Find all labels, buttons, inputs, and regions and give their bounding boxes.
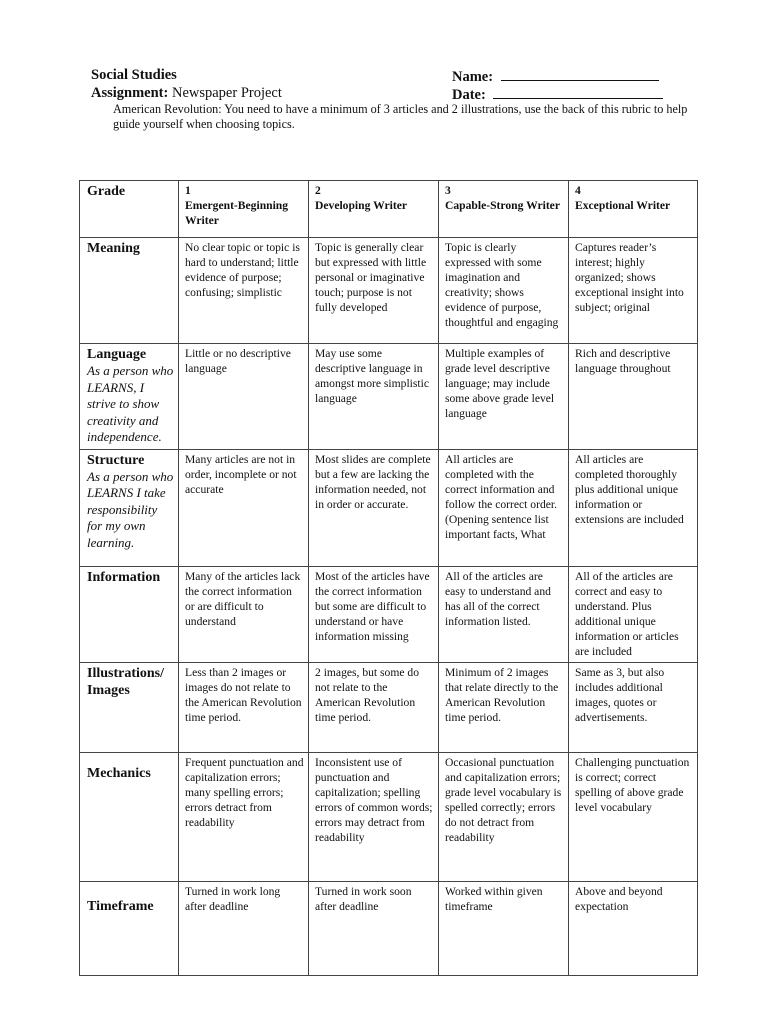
criteria-cell: Challenging punctuation is correct; correct spelling of above grade level vocabulary — [569, 752, 698, 881]
level-4-header — [569, 181, 698, 238]
category-cell — [80, 238, 179, 344]
criteria-cell: Many of the articles lack the correct information or are difficult to understand — [179, 566, 309, 662]
table-row-information — [80, 566, 698, 662]
table-row-meaning — [80, 238, 698, 344]
category-subtitle: As a person who LEARNS, I strive to show creativity and independence. — [87, 363, 174, 444]
criteria-cell: Multiple examples of grade level descriptive language; may include some above grade level language — [439, 344, 569, 450]
criteria-cell: 2 images, but some do not relate to the American Revolution time period. — [309, 662, 439, 752]
level-number: 3 — [445, 184, 451, 197]
criteria-cell: Little or no descriptive language — [179, 344, 309, 450]
rubric-table — [79, 180, 698, 976]
table-row-language — [80, 344, 698, 450]
date-line — [452, 84, 663, 104]
date-label: Date: — [452, 87, 486, 103]
level-number: 1 — [185, 184, 191, 197]
criteria-cell: All of the articles are easy to understand and has all of the correct information listed. — [439, 566, 569, 662]
criteria-cell: No clear topic or topic is hard to understand; little evidence of purpose; confusing; simplistic — [179, 238, 309, 344]
criteria-cell: Above and beyond expectation — [569, 881, 698, 975]
name-field[interactable] — [501, 66, 659, 81]
category-name: Information — [87, 569, 161, 585]
criteria-cell: Inconsistent use of punctuation and capitalization; spelling errors of common words; errors may detract from readability — [309, 752, 439, 881]
criteria-cell: Turned in work long after deadline — [179, 881, 309, 975]
criteria-cell: Topic is clearly expressed with some imagination and creativity; shows evidence of purpose, thoughtful and engaging — [439, 238, 569, 344]
table-row-illustrations — [80, 662, 698, 752]
table-header-row — [80, 181, 698, 238]
category-subtitle: As a person who LEARNS I take responsibility for my own learning. — [87, 468, 174, 550]
criteria-cell: All articles are completed thoroughly plus additional unique information or extensions are included — [569, 449, 698, 566]
criteria-cell: Turned in work soon after deadline — [309, 881, 439, 975]
criteria-cell: Occasional punctuation and capitalization errors; grade level vocabulary is spelled correctly; errors do not detract from readability — [439, 752, 569, 881]
criteria-cell: Worked within given timeframe — [439, 881, 569, 975]
criteria-cell: Same as 3, but also includes additional images, quotes or advertisements. — [569, 662, 698, 752]
criteria-cell: Many articles are not in order, incomplete or not accurate — [179, 449, 309, 566]
level-2-header — [309, 181, 439, 238]
level-title: Capable-Strong Writer — [445, 199, 560, 212]
criteria-cell: Captures reader’s interest; highly organized; shows exceptional insight into subject; original — [569, 238, 698, 344]
criteria-cell: May use some descriptive language in amongst more simplistic language — [309, 344, 439, 450]
level-title: Developing Writer — [315, 199, 407, 212]
level-number: 2 — [315, 184, 321, 197]
level-1-header — [179, 181, 309, 238]
category-name: Mechanics — [87, 765, 151, 781]
category-name: Structure — [87, 452, 145, 468]
table-row-structure — [80, 449, 698, 566]
level-number: 4 — [575, 184, 581, 197]
subject-label: Social Studies — [91, 67, 177, 83]
name-label: Name: — [452, 69, 494, 85]
grade-header-cell — [80, 181, 179, 238]
category-cell — [80, 449, 179, 566]
grade-label: Grade — [87, 184, 126, 199]
category-cell — [80, 662, 179, 752]
criteria-cell: Minimum of 2 images that relate directly to the American Revolution time period. — [439, 662, 569, 752]
category-name: Illustrations/ Images — [87, 665, 165, 698]
table-row-mechanics — [80, 752, 698, 881]
subject-heading — [91, 66, 177, 84]
criteria-cell: Most slides are complete but a few are lacking the information needed, not in order or accurate. — [309, 449, 439, 566]
date-field[interactable] — [493, 84, 663, 99]
assignment-value: Newspaper Project — [171, 85, 282, 101]
criteria-cell: Most of the articles have the correct information but some are difficult to understand or have information missing — [309, 566, 439, 662]
level-title: Exceptional Writer — [575, 199, 671, 212]
criteria-cell: Rich and descriptive language throughout — [569, 344, 698, 450]
name-line — [452, 66, 659, 86]
category-cell — [80, 752, 179, 881]
criteria-cell: All of the articles are correct and easy to understand. Plus additional unique information or articles are included — [569, 566, 698, 662]
criteria-cell: Topic is generally clear but expressed with little personal or imaginative touch; purpose is not fully developed — [309, 238, 439, 344]
category-cell — [80, 881, 179, 975]
level-3-header — [439, 181, 569, 238]
assignment-line — [91, 84, 282, 102]
assignment-label: Assignment: — [91, 85, 169, 101]
category-name: Meaning — [87, 241, 140, 256]
level-title: Emergent-Beginning Writer — [185, 199, 289, 227]
category-name: Language — [87, 347, 147, 362]
criteria-cell: Frequent punctuation and capitalization errors; many spelling errors; errors detract from readability — [179, 752, 309, 881]
table-row-timeframe — [80, 881, 698, 975]
category-name: Timeframe — [87, 898, 154, 914]
criteria-cell: Less than 2 images or images do not relate to the American Revolution time period. — [179, 662, 309, 752]
criteria-cell: All articles are completed with the correct information and follow the correct order. (Opening sentence list important facts, What — [439, 449, 569, 566]
category-cell — [80, 344, 179, 450]
category-cell — [80, 566, 179, 662]
intro-instructions: American Revolution: You need to have a minimum of 3 articles and 2 illustrations, use the back of this rubric to help guide yourself when choosing topics. — [113, 102, 688, 131]
